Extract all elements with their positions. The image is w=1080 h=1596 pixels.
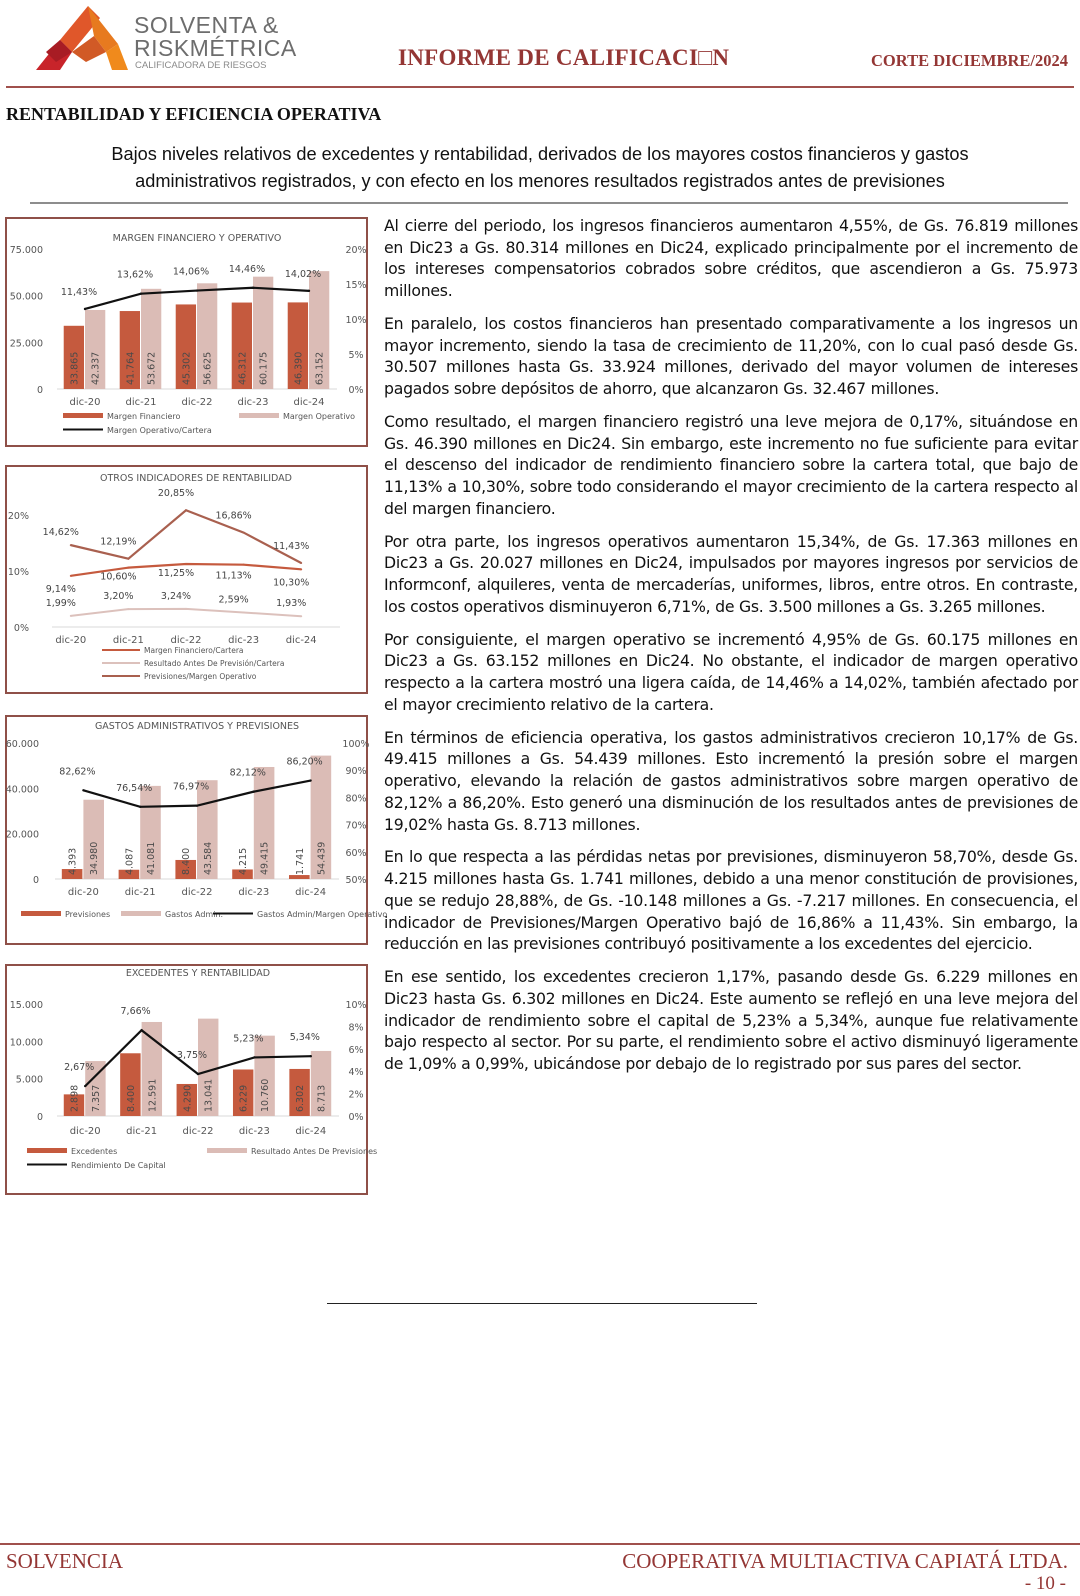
line-value-label: 13,62% — [116, 269, 154, 281]
line-value-label: 3,24% — [160, 590, 192, 602]
line-point — [300, 562, 302, 564]
paragraph: En términos de eficiencia operativa, los gastos administrativos crecieron 10,17% de Gs. 49.415 millones a Gs. 54.439 millones. Esto incrementó la presión sobre el margen operativo, elevando la relación de gastos administrativos sobre margen operativo de 82,12% a 86,20%. Esto generó una disminución de los resultados antes de previsiones de 19,02% hasta Gs. 8.713 millones. — [384, 727, 1078, 834]
line-point — [82, 789, 84, 791]
line-point — [243, 611, 245, 613]
bar-value-label: 46.312 — [237, 351, 249, 385]
y-tick-label: 50.000 — [9, 291, 43, 303]
legend-label: Gastos Admin/Margen Operativo — [257, 910, 388, 919]
chart-gastos-administrativos — [5, 715, 388, 945]
y-tick-label: 10% — [7, 567, 29, 578]
line-point — [243, 532, 245, 534]
bar-value-label: 6.302 — [295, 1084, 307, 1112]
chart-excedentes-rentabilidad — [5, 964, 378, 1195]
line-value-label: 10,30% — [273, 577, 310, 589]
y2-tick-label: 0% — [348, 385, 364, 396]
y-tick-label: 0% — [13, 623, 29, 634]
x-tick-label: dic-23 — [237, 397, 269, 408]
bar-value-label: 2.898 — [69, 1084, 81, 1112]
y2-tick-label: 60% — [345, 847, 367, 859]
y2-tick-label: 6% — [348, 1044, 364, 1056]
line-value-label: 76,54% — [116, 782, 153, 794]
x-tick-label: dic-21 — [125, 397, 157, 408]
bar-value-label: 54.439 — [316, 841, 328, 875]
paragraph: Por otra parte, los ingresos operativos aumentaron 15,34%, de Gs. 17.363 millones en Dic23 a Gs. 20.027 millones en Dic24, impulsados por mayores ingresos por servicios de Informconf, alquileres, venta de mercaderías, uniformes, libros, entre otros. En contraste, los costos operativos disminuyeron 6,71%, de Gs. 3.500 millones a Gs. 3.265 millones. — [384, 531, 1078, 616]
line-value-label: 5,23% — [233, 1033, 264, 1045]
bar-value-label: 6.229 — [238, 1084, 250, 1112]
line-value-label: 14,02% — [284, 268, 322, 280]
paragraph: En ese sentido, los excedentes crecieron 1,17%, pasando desde Gs. 6.229 millones en Dic23 hasta Gs. 6.302 millones en Dic24. Este aumento se reflejó en una leve mejora del indicador de rendimiento sobre el capital de 5,23% a 5,34%, aunque fue relativamente bajo respecto al sector. Por su parte, el rendimiento sobre el activo disminuyó ligeramente de 1,09% a 0,99%, ubicándose por debajo de lo registrado por sus pares del sector. — [384, 967, 1078, 1073]
line-value-label: 16,86% — [215, 510, 252, 522]
bar-value-label: 10.760 — [260, 1078, 272, 1112]
legend-swatch — [27, 1148, 67, 1153]
line-point — [127, 558, 129, 560]
y2-tick-label: 20% — [345, 245, 367, 256]
line-value-label: 11,25% — [157, 568, 195, 579]
x-tick-label: dic-23 — [238, 1126, 270, 1137]
legend-swatch — [21, 911, 61, 916]
chart-canvas — [7, 966, 378, 1193]
chart-canvas — [5, 717, 388, 943]
bar-value-label: 43.584 — [202, 841, 214, 875]
y2-tick-label: 70% — [345, 820, 367, 832]
chart-title: OTROS INDICADORES DE RENTABILIDAD — [100, 473, 292, 484]
bar-value-label: 34.980 — [89, 841, 101, 875]
bar-value-label: 33.865 — [69, 351, 81, 385]
y-tick-label: 40.000 — [5, 784, 39, 796]
bar-value-label: 41.764 — [125, 351, 137, 385]
legend-swatch — [207, 1148, 247, 1153]
line-value-label: 9,14% — [45, 583, 76, 595]
x-tick-label: dic-22 — [182, 1126, 214, 1137]
line-point — [310, 1055, 312, 1057]
chart-margen-financiero-operativo — [5, 217, 368, 447]
logo-mark-icon — [16, 2, 128, 72]
line-point — [309, 779, 311, 781]
line-point — [185, 608, 187, 610]
line-value-label: 20,85% — [157, 488, 195, 500]
footer-section-label: SOLVENCIA — [6, 1549, 124, 1573]
chart-canvas — [7, 219, 366, 445]
line-value-label: 3,75% — [176, 1050, 208, 1061]
x-tick-label: dic-21 — [126, 1126, 158, 1137]
report-date: CORTE DICIEMBRE/2024 — [871, 51, 1068, 70]
bar-value-label: 7.357 — [90, 1084, 102, 1112]
line-point — [185, 563, 187, 565]
line-point — [127, 567, 129, 569]
bar-value-label: 4.087 — [124, 847, 136, 875]
legend-label: Gastos Admin. — [165, 910, 224, 919]
footer-divider — [0, 1543, 1080, 1545]
chart-canvas — [7, 467, 366, 692]
line-point — [127, 608, 129, 610]
line-point — [140, 292, 142, 294]
bar-value-label: 4.215 — [238, 847, 250, 875]
y2-tick-label: 4% — [348, 1067, 364, 1079]
bar-value-label: 56.625 — [202, 351, 214, 385]
series-line — [71, 609, 301, 616]
logo-line2: RISKMÉTRICA — [134, 35, 297, 61]
legend-label: Rendimiento De Capital — [71, 1161, 166, 1170]
legend-label: Previsiones — [65, 910, 111, 919]
x-tick-label: dic-24 — [295, 1126, 327, 1137]
summary-divider — [30, 202, 1068, 204]
logo-tagline: CALIFICADORA DE RIESGOS — [135, 60, 267, 71]
line-value-label: 2,59% — [218, 594, 249, 606]
y-tick-label: 0 — [36, 385, 43, 396]
line-point — [84, 308, 86, 310]
x-tick-label: dic-20 — [55, 635, 87, 646]
bar-value-label: 46.390 — [293, 351, 305, 385]
legend-label: Previsiones/Margen Operativo — [144, 672, 257, 681]
line-value-label: 11,43% — [273, 540, 310, 552]
x-tick-label: dic-24 — [285, 635, 317, 646]
y2-tick-label: 10% — [345, 1000, 367, 1011]
line-point — [197, 1073, 199, 1075]
y2-tick-label: 10% — [345, 315, 367, 326]
bar-value-label: 53.672 — [146, 351, 158, 385]
line-value-label: 11,43% — [60, 286, 98, 298]
analysis-text — [384, 215, 1078, 1086]
chart-title: MARGEN FINANCIERO Y OPERATIVO — [112, 233, 282, 244]
signature-line — [327, 1303, 757, 1304]
legend-label: Margen Financiero/Cartera — [144, 646, 244, 655]
legend-label: Resultado Antes De Previsiones — [251, 1147, 378, 1156]
bar-value-label: 63.152 — [314, 351, 326, 385]
line-value-label: 12,19% — [100, 536, 137, 548]
line-value-label: 1,99% — [45, 597, 76, 609]
logo-line1: SOLVENTA & — [134, 12, 279, 38]
line-value-label: 5,34% — [289, 1032, 320, 1044]
bar-value-label: 49.415 — [259, 841, 271, 875]
y-tick-label: 0 — [36, 1112, 43, 1123]
y-tick-label: 60.000 — [5, 739, 39, 750]
bar-value-label: 45.302 — [181, 351, 193, 385]
section-title: RENTABILIDAD Y EFICIENCIA OPERATIVA — [6, 104, 382, 124]
x-tick-label: dic-22 — [170, 635, 202, 646]
line-value-label: 11,13% — [215, 570, 252, 582]
paragraph: En paralelo, los costos financieros han presentado comparativamente a los ingresos un mayor incremento, siendo la tasa de crecimiento de 11,20%, con lo cual pasó desde Gs. 30.507 millones hasta Gs. 33.924 millones, derivado del mayor volumen de intereses pagados sobre depósitos de ahorro, que alcanzaron Gs. 32.467 millones. — [384, 314, 1078, 399]
chart-title: EXCEDENTES Y RENTABILIDAD — [125, 968, 271, 979]
y-tick-label: 20% — [7, 511, 29, 522]
bar-value-label: 8.400 — [181, 847, 193, 875]
bar-value-label: 1.741 — [294, 847, 306, 875]
bar-value-label: 4.290 — [182, 1084, 194, 1112]
x-tick-label: dic-20 — [67, 887, 99, 898]
line-point — [196, 289, 198, 291]
legend-label: Excedentes — [71, 1147, 118, 1156]
line-point — [84, 1085, 86, 1087]
chart-otros-indicadores — [5, 465, 368, 694]
y2-tick-label: 90% — [345, 766, 367, 778]
x-tick-label: dic-22 — [181, 397, 213, 408]
line-value-label: 3,20% — [103, 591, 134, 603]
y-tick-label: 0 — [32, 875, 39, 886]
line-value-label: 14,62% — [42, 527, 79, 539]
x-tick-label: dic-22 — [181, 887, 213, 898]
line-point — [253, 790, 255, 792]
x-tick-label: dic-21 — [124, 887, 156, 898]
line-value-label: 76,97% — [172, 781, 210, 793]
y-tick-label: 5.000 — [15, 1074, 43, 1086]
y2-tick-label: 8% — [348, 1022, 364, 1034]
legend-swatch — [239, 413, 279, 418]
line-point — [300, 615, 302, 617]
y2-tick-label: 5% — [348, 350, 364, 361]
line-value-label: 82,12% — [229, 767, 266, 779]
y-tick-label: 25.000 — [9, 338, 43, 350]
x-tick-label: dic-24 — [295, 887, 327, 898]
bar-value-label: 8.400 — [125, 1084, 137, 1112]
line-point — [140, 1029, 142, 1031]
x-tick-label: dic-21 — [112, 635, 144, 646]
line-value-label: 7,66% — [120, 1006, 151, 1018]
line-point — [185, 509, 187, 511]
legend-label: Margen Operativo — [283, 412, 356, 421]
line-point — [308, 290, 310, 292]
line-value-label: 10,60% — [100, 571, 137, 583]
line-point — [70, 544, 72, 546]
y2-tick-label: 80% — [345, 793, 367, 805]
x-tick-label: dic-23 — [228, 635, 260, 646]
line-point — [70, 615, 72, 617]
legend-swatch — [121, 911, 161, 916]
y2-tick-label: 0% — [348, 1112, 364, 1123]
header-divider — [6, 86, 1074, 88]
footer-entity-name: COOPERATIVA MULTIACTIVA CAPIATÁ LTDA. — [622, 1549, 1068, 1573]
x-tick-label: dic-24 — [293, 397, 325, 408]
line-value-label: 82,62% — [59, 766, 96, 778]
legend-label: Resultado Antes De Previsión/Cartera — [144, 659, 285, 668]
y-tick-label: 75.000 — [9, 245, 43, 256]
line-point — [196, 804, 198, 806]
x-tick-label: dic-23 — [238, 887, 270, 898]
chart-title: GASTOS ADMINISTRATIVOS Y PREVISIONES — [94, 721, 300, 732]
legend-label: Margen Operativo/Cartera — [107, 426, 212, 435]
paragraph: En lo que respecta a las pérdidas netas por previsiones, disminuyeron 58,70%, desde Gs. 4.215 millones hasta Gs. 1.741 millones, debido a una menor constitución de provisiones, que se redujo 28,88%, de Gs. -10.148 millones a Gs. -7.217 millones. En consecuencia, el indicador de Previsiones/Margen Operativo bajó de 16,86% a 11,43%. Sin embargo, la reducción en las previsiones contribuyó positivamente a los excedentes del ejercicio. — [384, 847, 1078, 954]
bar-value-label: 41.081 — [145, 841, 157, 875]
line-value-label: 86,20% — [286, 756, 323, 768]
bar-value-label: 8.713 — [316, 1084, 328, 1112]
company-logo — [16, 2, 306, 72]
bar-value-label: 12.591 — [147, 1078, 159, 1112]
y2-tick-label: 15% — [345, 280, 367, 291]
x-tick-label: dic-20 — [69, 397, 101, 408]
line-point — [139, 806, 141, 808]
x-tick-label: dic-20 — [69, 1126, 101, 1137]
line-point — [252, 287, 254, 289]
paragraph: Al cierre del periodo, los ingresos financieros aumentaron 4,55%, de Gs. 76.819 millones en Dic23 a Gs. 80.314 millones en Dic24, explicado principalmente por el incremento de los intereses compensatorios cobrados sobre créditos, que ascendieron a Gs. 75.973 millones. — [384, 216, 1078, 301]
report-title: INFORME DE CALIFICACI□N — [398, 45, 730, 70]
section-summary: Bajos niveles relativos de excedentes y rentabilidad, derivados de los mayores costos financieros y gastos administrativos registrados, y con efecto en los menores resultados registrados antes de previsiones — [111, 144, 969, 191]
y2-tick-label: 2% — [348, 1089, 364, 1101]
page-number: - 10 - — [1024, 1573, 1066, 1594]
y2-tick-label: 100% — [342, 739, 370, 750]
bar-value-label: 42.337 — [90, 351, 102, 385]
y-tick-label: 10.000 — [9, 1037, 43, 1049]
legend-swatch — [63, 413, 103, 418]
y2-tick-label: 50% — [345, 875, 367, 886]
line-point — [243, 564, 245, 566]
paragraph: Por consiguiente, el margen operativo se incrementó 4,95% de Gs. 60.175 millones en Dic23 a Gs. 63.152 millones en Dic24. No obstante, el indicador de margen operativo respecto a la cartera mostró una ligera caída, de 14,46% a 14,02%, también afectado por el mayor crecimiento relativo de la cartera. — [384, 629, 1078, 714]
line-value-label: 2,67% — [64, 1062, 95, 1074]
bar-value-label: 60.175 — [258, 351, 270, 385]
line-value-label: 14,06% — [172, 266, 210, 278]
bar-value-label: 13.041 — [203, 1078, 215, 1112]
paragraph: Como resultado, el margen financiero registró una leve mejora de 0,17%, situándose en Gs. 46.390 millones en Dic24. Sin embargo, este incremento no fue suficiente para evitar el descenso del indicador de rendimiento financiero sobre la cartera total, que bajo de 11,13% a 10,30%, sobre todo considerando el mayor crecimiento de la cartera respecto al del margen financiero. — [384, 412, 1078, 518]
y-tick-label: 15.000 — [9, 1000, 43, 1011]
line-point — [253, 1056, 255, 1058]
bar-value-label: 4.393 — [67, 847, 79, 875]
y-tick-label: 20.000 — [5, 829, 39, 841]
legend-label: Margen Financiero — [107, 412, 181, 421]
line-point — [70, 575, 72, 577]
line-point — [300, 568, 302, 570]
line-value-label: 14,46% — [228, 263, 266, 275]
line-value-label: 1,93% — [276, 598, 307, 610]
